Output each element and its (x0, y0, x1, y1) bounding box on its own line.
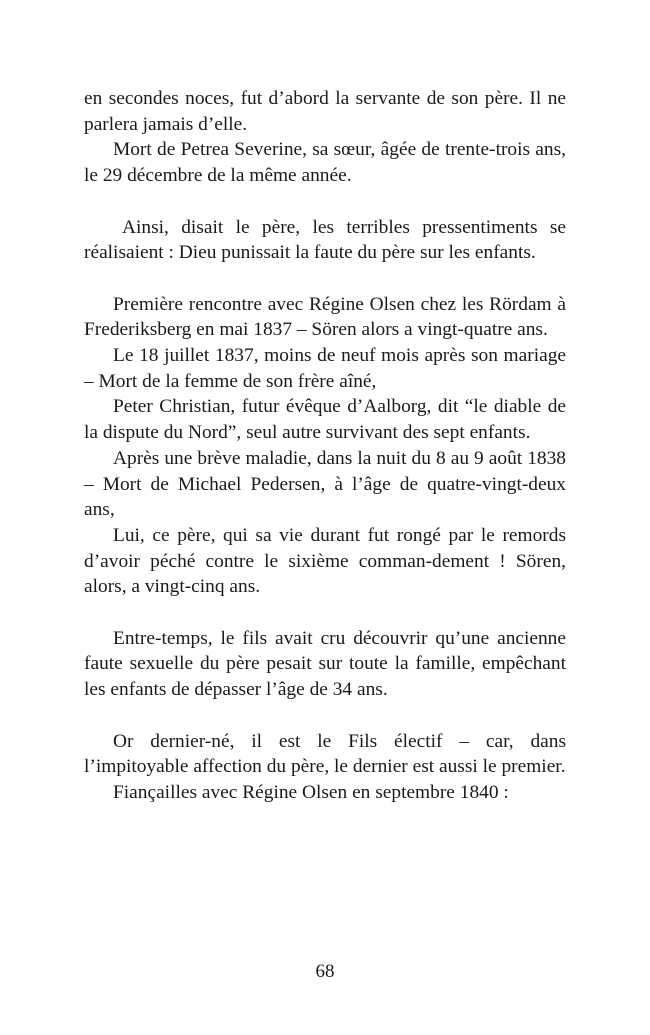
paragraph-gap (84, 189, 566, 215)
paragraph: Première rencontre avec Régine Olsen chez les Rördam à Frederiksberg en mai 1837 – Sören alors a vingt-quatre ans. (84, 293, 566, 341)
paragraph: Fiançailles avec Régine Olsen en septembre 1840 : (113, 781, 509, 803)
paragraph: Or dernier-né, il est le Fils électif – car, dans l’impitoyable affection du père, le dernier est aussi le premier. (84, 730, 566, 778)
paragraph: Après une brève maladie, dans la nuit du 8 au 9 août 1838 – Mort de Michael Pedersen, à l’âge de quatre-vingt-deux ans, (84, 447, 566, 521)
paragraph-gap (84, 266, 566, 292)
paragraph: Le 18 juillet 1837, moins de neuf mois après son mariage – Mort de la femme de son frère aîné, (84, 345, 566, 392)
paragraph-continuation: en secondes noces, fut d’abord la servante de son père. Il ne parlera jamais d’elle. (84, 88, 566, 135)
page-number: 68 (315, 961, 335, 982)
paragraph: Entre-temps, le fils avait cru découvrir qu’une ancienne faute sexuelle du père pesait sur toute la famille, empêchant les enfants de dépasser l’âge de 34 ans. (84, 627, 566, 701)
paragraph: Peter Christian, futur évêque d’Aalborg, dit “le diable de la dispute du Nord”, seul autre survivant des sept enfants. (84, 396, 566, 444)
paragraph: Ainsi, disait le père, les terribles pressentiments se réalisaient : Dieu punissait la faute du père sur les enfants. (84, 216, 566, 264)
paragraph: Lui, ce père, qui sa vie durant fut rongé par le remords d’avoir péché contre le sixième comman-dement ! Sören, alors, a vingt-cinq ans. (84, 524, 566, 598)
body-text (84, 86, 566, 806)
paragraph-gap (84, 703, 566, 729)
paragraph-gap (84, 600, 566, 626)
paragraph: Mort de Petrea Severine, sa sœur, âgée de trente-trois ans, le 29 décembre de la même année. (84, 139, 566, 187)
